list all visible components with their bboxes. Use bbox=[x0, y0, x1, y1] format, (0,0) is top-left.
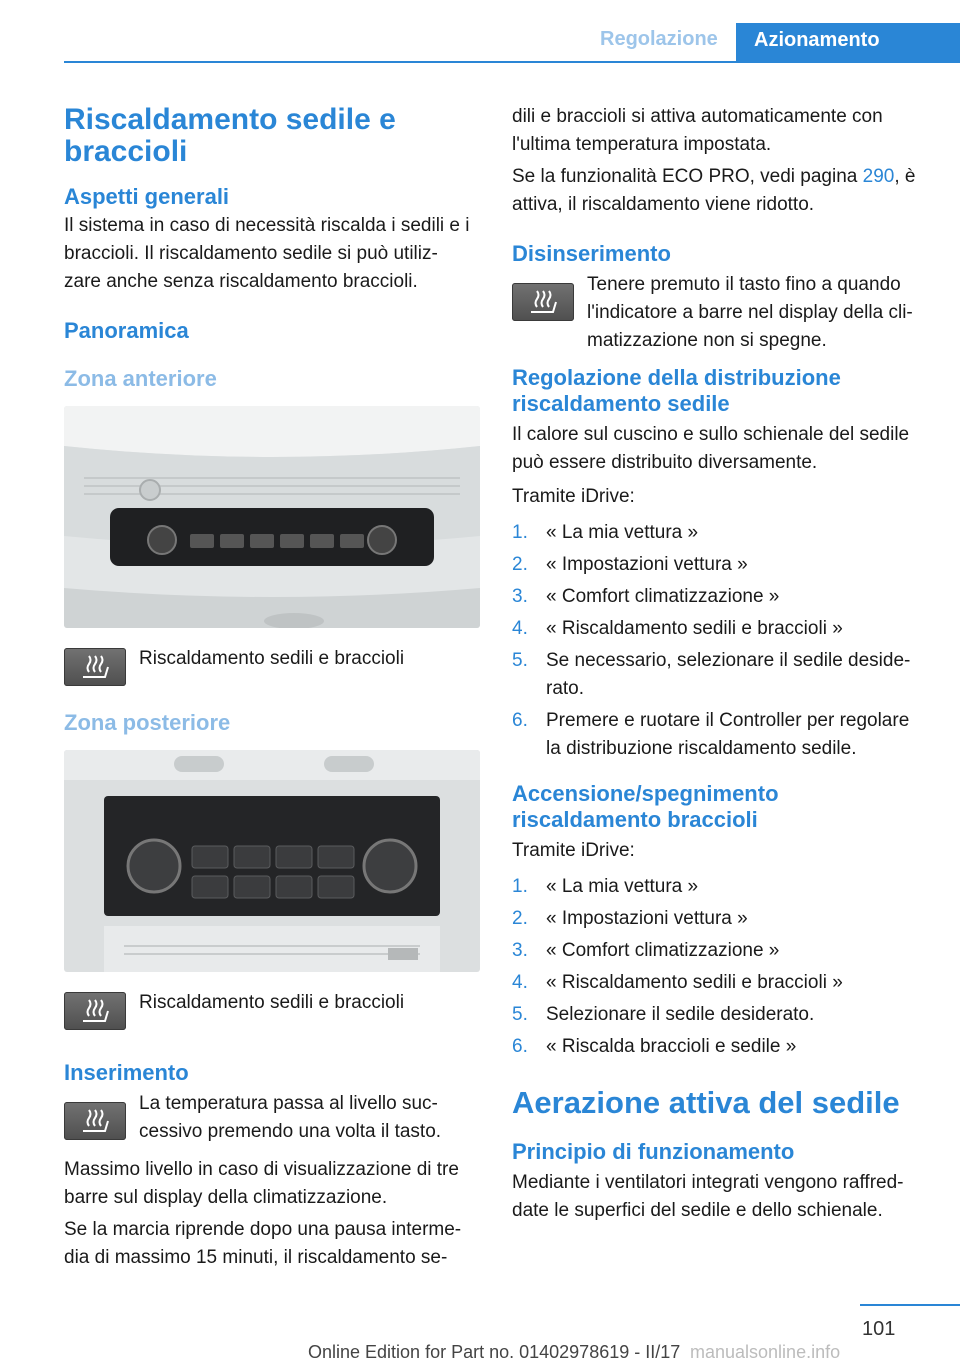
step-text: « Riscalda braccioli e sedile » bbox=[546, 1036, 797, 1057]
list-item bbox=[512, 615, 928, 643]
step-text: « Comfort climatizzazione » bbox=[546, 940, 780, 961]
watermark: manualsonline.info bbox=[690, 1342, 841, 1362]
armrest-steps bbox=[512, 873, 928, 1061]
switch-on-para1: Massimo livello in caso di visualizzazione di tre barre sul display della climatizzazione. bbox=[64, 1159, 459, 1208]
step-number: 1. bbox=[512, 522, 528, 543]
page-link-290[interactable]: 290 bbox=[862, 166, 895, 187]
distribution-text: Il calore sul cuscino e sullo schienale del sedile può essere distribuito diversamente. bbox=[512, 424, 910, 473]
eco-pro-text bbox=[512, 163, 928, 219]
ventilation-title: Aerazione attiva del sedile bbox=[512, 1085, 900, 1120]
list-item bbox=[512, 1001, 928, 1029]
rear-caption: Riscaldamento sedili e braccioli bbox=[139, 992, 405, 1013]
armrest-idrive: Tramite iDrive: bbox=[512, 840, 635, 861]
right-column bbox=[512, 103, 928, 1225]
list-item bbox=[512, 647, 928, 703]
switch-on-para2: Se la marcia riprende dopo una pausa interme- dia di massimo 15 minuti, il riscaldamento se- bbox=[64, 1219, 462, 1268]
list-item bbox=[512, 873, 928, 901]
rear-panel-photo bbox=[64, 750, 480, 972]
seat-heating-button-icon bbox=[64, 648, 126, 686]
list-item bbox=[512, 969, 928, 997]
step-number: 6. bbox=[512, 1036, 528, 1057]
list-item bbox=[512, 583, 928, 611]
step-number: 1. bbox=[512, 876, 528, 897]
seat-heating-button-icon bbox=[64, 1102, 126, 1140]
distribution-steps bbox=[512, 519, 928, 763]
step-text: « Comfort climatizzazione » bbox=[546, 586, 780, 607]
step-number: 4. bbox=[512, 972, 528, 993]
edition-text: Online Edition for Part no. 01402978619 - II/17 bbox=[308, 1342, 681, 1362]
step-text: Se necessario, selezionare il sedile deside- rato. bbox=[546, 650, 911, 699]
step-number: 5. bbox=[512, 1004, 528, 1025]
front-caption-row bbox=[64, 648, 480, 700]
front-zone-heading: Zona anteriore bbox=[64, 366, 217, 391]
step-text: « Impostazioni vettura » bbox=[546, 908, 748, 929]
overview-text: Il sistema in caso di necessità riscalda i sedili e i braccioli. Il riscaldamento sedile si può utiliz- zare anche senza riscaldamento braccioli. bbox=[64, 215, 470, 292]
distribution-heading: Regolazione della distribuzione riscaldamento sedile bbox=[512, 365, 841, 416]
step-text: « Riscaldamento sedili e braccioli » bbox=[546, 972, 843, 993]
eco-pro-text-start: Se la funzionalità ECO PRO, vedi pagina bbox=[512, 166, 863, 187]
list-item bbox=[512, 905, 928, 933]
panorama-heading: Panoramica bbox=[64, 318, 189, 343]
footer-rule bbox=[860, 1304, 960, 1306]
rear-caption-row bbox=[64, 992, 480, 1044]
continued-text: dili e braccioli si attiva automaticamente con l'ultima temperatura impostata. bbox=[512, 106, 883, 155]
switch-off-heading: Disinserimento bbox=[512, 241, 671, 266]
armrest-heading: Accensione/spegnimento riscaldamento braccioli bbox=[512, 781, 779, 832]
step-number: 3. bbox=[512, 586, 528, 607]
step-text: Selezionare il sedile desiderato. bbox=[546, 1004, 815, 1025]
rear-zone-heading: Zona posteriore bbox=[64, 710, 231, 735]
seat-heating-button-icon bbox=[512, 283, 574, 321]
step-number: 4. bbox=[512, 618, 528, 639]
distribution-idrive: Tramite iDrive: bbox=[512, 486, 635, 507]
eco-pro-text-end: , è attiva, il riscaldamento viene ridotto. bbox=[512, 166, 916, 215]
front-caption: Riscaldamento sedili e braccioli bbox=[139, 648, 405, 669]
header-section: Regolazione bbox=[600, 28, 718, 50]
switch-on-heading: Inserimento bbox=[64, 1060, 189, 1085]
step-number: 5. bbox=[512, 650, 528, 671]
step-number: 2. bbox=[512, 554, 528, 575]
page-number: 101 bbox=[862, 1318, 896, 1340]
step-text: « Impostazioni vettura » bbox=[546, 554, 748, 575]
list-item bbox=[512, 707, 928, 763]
step-text: « Riscaldamento sedili e braccioli » bbox=[546, 618, 843, 639]
step-text: « La mia vettura » bbox=[546, 522, 699, 543]
section-title: Riscaldamento sedile e braccioli bbox=[64, 103, 396, 168]
step-number: 6. bbox=[512, 710, 528, 731]
list-item bbox=[512, 937, 928, 965]
list-item bbox=[512, 1033, 928, 1061]
ventilation-heading: Principio di funzionamento bbox=[512, 1139, 795, 1164]
switch-on-row bbox=[64, 1092, 480, 1148]
step-number: 2. bbox=[512, 908, 528, 929]
list-item bbox=[512, 519, 928, 547]
step-text: Premere e ruotare il Controller per regolare la distribuzione riscaldamento sedile. bbox=[546, 710, 910, 759]
left-column bbox=[64, 104, 480, 1272]
switch-off-row bbox=[512, 273, 928, 351]
list-item bbox=[512, 551, 928, 579]
switch-on-text: La temperatura passa al livello suc- cessivo premendo una volta il tasto. bbox=[139, 1093, 442, 1142]
overview-heading: Aspetti generali bbox=[64, 184, 230, 209]
step-number: 3. bbox=[512, 940, 528, 961]
ventilation-text: Mediante i ventilatori integrati vengono raffred- date le superfici del sedile e dello schienale. bbox=[512, 1172, 904, 1221]
switch-off-text: Tenere premuto il tasto fino a quando l'indicatore a barre nel display della cli- matizzazione non si spegne. bbox=[587, 274, 913, 351]
header-tab: Azionamento bbox=[736, 23, 960, 63]
seat-heating-button-icon bbox=[64, 992, 126, 1030]
front-panel-photo bbox=[64, 406, 480, 628]
step-text: « La mia vettura » bbox=[546, 876, 699, 897]
